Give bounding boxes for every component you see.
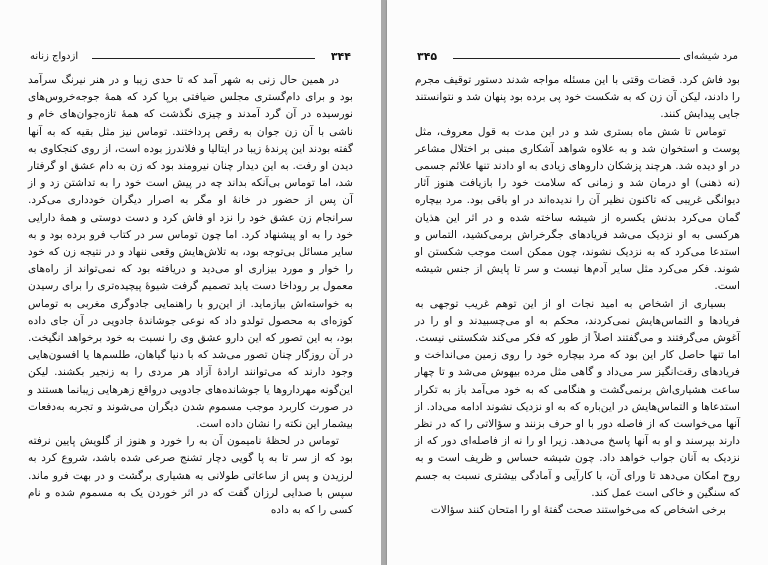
right-page (387, 0, 768, 565)
running-header (30, 50, 351, 64)
page-body (415, 72, 740, 519)
left-page (0, 0, 381, 565)
running-header (417, 50, 738, 64)
header-rule (92, 58, 315, 59)
running-title: ازدواج زنانه (30, 51, 79, 62)
paragraph: بسیاری از اشخاص به امید نجات او از این توهم غریب توجهی به فریادها و التماس‌هایش نمی‌کردند، محکم به او می‌چسبیدند و او را در آغوش می‌گرفتند و می‌گفتند اصلاً از طور که فکر می‌کند شکستنی نیست. اما تنها حاصل کار این بود که مرد بیچاره خود را روی زمین می‌انداخت و فریادهای رقت‌انگیز سر می‌داد و گاهی مثل مرده بیهوش می‌شد و تا چهار ساعت هشیاری‌اش برنمی‌گشت و هنگامی که به خود می‌آمد باز به تکرار استدعاها و التماس‌هایش در این‌باره که به او نزدیک نشوند ادامه می‌داد. از آنها می‌خواست که از فاصله دور با او حرف بزنند و سؤالاتی را که در نظر دارند بپرسند و او به آنها پاسخ می‌دهد. زیرا او را نه از فاصله‌ای دور که از نزدیک به آنان جواب خواهد داد. چون شیشه حساس و ظریف است و به روح امکان می‌دهد تا ورای آن، با کارآیی و آمادگی بیشتری نسبت به جسم که سنگین و خاکی است عمل کند. (415, 297, 740, 499)
header-rule (453, 58, 680, 59)
running-title: مرد شیشه‌ای (683, 51, 738, 62)
paragraph: توماس تا شش ماه بستری شد و در این مدت به قول معروف، مثل پوست و استخوان شد و به علاوه شواهد آشکاری مبنی بر اختلال مشاعر در او دیده شد. هرچند پزشکان داروهای زیادی به او دادند تنها علائم جسمی (نه ذهنی) او درمان شد و زمانی که سلامت خود را بازیافت هنوز آثار دیوانگی غریبی که تاکنون نظیر آن را ندیده‌اند در او باقی بود. مرد بیچاره گمان می‌کرد بدنش یکسره از شیشه ساخته شده و در اثر این هذیان هرکسی به او نزدیک می‌شد فریادهای جگرخراش برمی‌کشید، التماس و استدعا می‌کرد که به نزدیک نشوند، چون ممکن است موجب شکستن او شوند. فکر می‌کرد مثل سایر آدم‌ها نیست و سر تا پایش از جنس شیشه است. (415, 125, 740, 293)
paragraph: برخی اشخاص که می‌خواستند صحت گفتهٔ او را امتحان کنند سؤالات (430, 504, 726, 517)
paragraph: در همین حال زنی به شهر آمد که تا حدی زیبا و در هنر نیرنگ سرآمد بود و برای دام‌گستری مجلس ضیافتی برپا کرد که همهٔ جوجه‌خروس‌های نورسیده در آن گرد آمدند و چیزی نگذشت که همهٔ تازه‌جوان‌های خام و ناشی با آن زن جوان به رقص پرداختند. توماس نیز مثل بقیه که به آنها گفته بودند این پرندهٔ زیبا در ایتالیا و فلاندرز بوده است، از روی کنجکاوی به دیدن او رفت. به این دیدار چنان نیرومند بود که زن به دام عشق او گرفتار شد، اما توماس بی‌آنکه بداند چه در پیش است خود را به تداشتن زد و از آن پس از حضور در خانهٔ او مگر به اصرار دیگران خودداری می‌کرد. سرانجام زن عشق خود را نزد او فاش کرد و دست دوستی و همهٔ دارایی خود را به او پیشنهاد کرد. اما چون توماس سر در کتاب فرو برده بود و به سایر مسائل بی‌توجه بود، به تلاش‌هایش وقعی ننهاد و در نتیجه زن که خود را خوار و مورد بیزاری او می‌دید و دریافته بود که نمی‌تواند از راه‌های معمول بر روداخا دست یابد تصمیم گرفت شیوهٔ پیچیده‌تری را برای رسیدن به خواسته‌اش بیازماید. از این‌رو با راهنمایی جادوگری مغربی به توماس کوزه‌ای به محصول تولدو داد که نوعی جوشاندهٔ جادویی در آن جای داده بود، به این تصور که این دارو عشق وی را نسبت به خود برخواهد انگیخت. در آن روزگار چنان تصور می‌شد که با دنیا گیاهان، طلسم‌ها یا افسون‌هایی وجود دارند که می‌توانند ارادهٔ آزاد هر مردی را به زنجیر بکشند. لیکن این‌گونه مهرداروها یا جوشانده‌های جادویی درواقع زهرهایی زیبا‌نما هستند و در صورت کاربرد موجب مسموم شدن دیگران می‌شوند و تجربه به‌دفعات بیشمار این نکته را نشان داده است. (28, 74, 353, 431)
page-number: ۳۴۵ (417, 50, 438, 63)
paragraph: بود فاش کرد. قضات وقتی با این مسئله مواجه شدند دستور توقیف مجرم را دادند، لیکن آن زن که به شکست خود پی برده بود پنهان شد و نتوانستند جایی پیدایش کنند. (415, 74, 740, 121)
paragraph: توماس در لحظهٔ نامیمون آن به را خورد و هنوز از گلویش پایین نرفته بود که از سر تا به پا گویی دچار تشنج صرعی شده باشد، شروع کرد به لرزیدن و پس از ساعاتی طولانی به هشیاری برگشت و در بهت فرو ماند. سپس با صدایی لرزان گفت که در اثر خوردن یک به مسموم شده و نام کسی را که به داده (28, 435, 353, 517)
page-number: ۳۴۴ (330, 50, 351, 63)
page-body (28, 72, 353, 519)
